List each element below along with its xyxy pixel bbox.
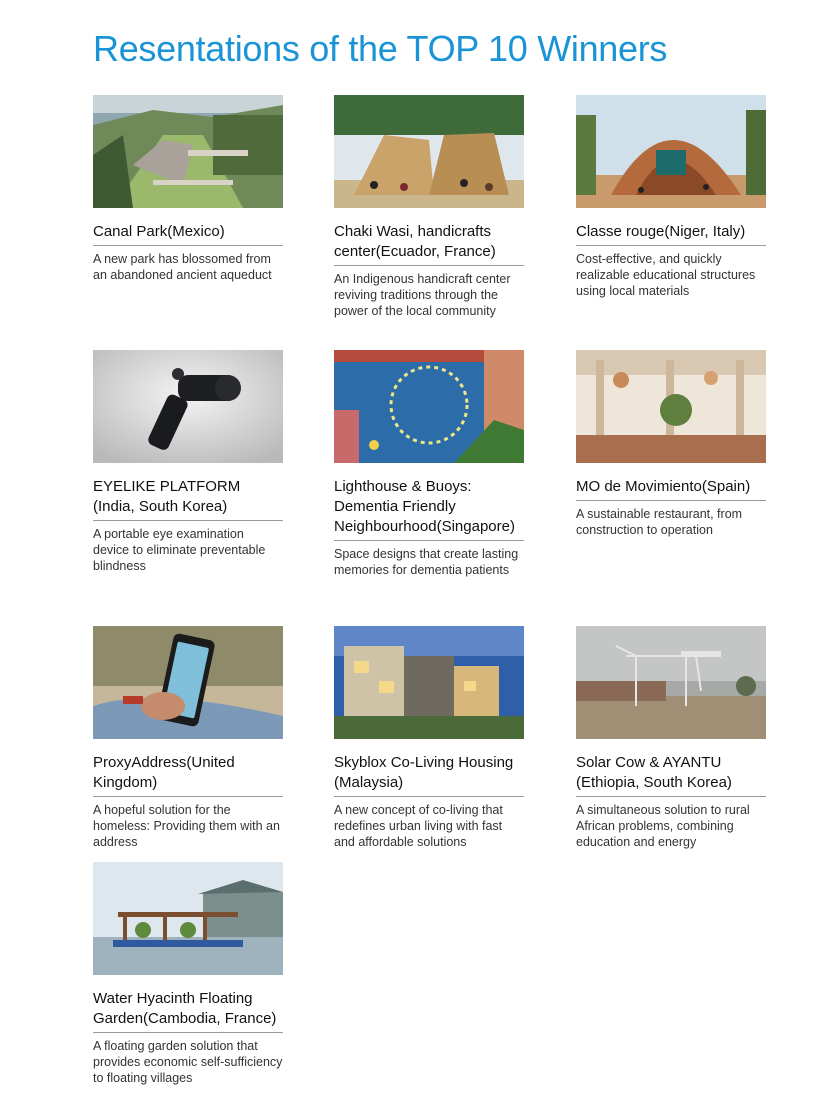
chaki-wasi-photo xyxy=(334,95,524,208)
proxyaddress-photo xyxy=(93,626,283,739)
winner-card-classe-rouge xyxy=(576,95,766,299)
mo-movimiento-photo xyxy=(576,350,766,463)
solar-cow-photo xyxy=(576,626,766,739)
winner-name: Chaki Wasi, handicrafts center(Ecuador, France) xyxy=(334,222,524,266)
winner-description: An Indigenous handicraft center reviving traditions through the power of the local community xyxy=(334,272,511,318)
winner-name: EYELIKE PLATFORM (India, South Korea) xyxy=(93,477,283,521)
winner-card-proxyaddress xyxy=(93,626,283,850)
winner-name: ProxyAddress(United Kingdom) xyxy=(93,753,283,797)
eyelike-device-photo xyxy=(93,350,283,463)
winner-card-solar-cow xyxy=(576,626,766,850)
winner-description: A hopeful solution for the homeless: Providing them with an address xyxy=(93,803,280,849)
lighthouse-buoys-photo xyxy=(334,350,524,463)
winner-name: Classe rouge(Niger, Italy) xyxy=(576,222,766,246)
classe-rouge-photo xyxy=(576,95,766,208)
winner-description: A portable eye examination device to eliminate preventable blindness xyxy=(93,527,266,573)
winner-name: Canal Park(Mexico) xyxy=(93,222,283,246)
page-title: Resentations of the TOP 10 Winners xyxy=(93,28,668,69)
canal-park-photo xyxy=(93,95,283,208)
skyblox-photo xyxy=(334,626,524,739)
winner-name: Lighthouse & Buoys: Dementia Friendly Neighbourhood(Singapore) xyxy=(334,477,524,541)
winner-description: A new concept of co-living that redefines urban living with fast and affordable solutions xyxy=(334,803,503,849)
winner-name: MO de Movimiento(Spain) xyxy=(576,477,766,501)
winner-card-mo-movimiento xyxy=(576,350,766,538)
winner-description: A sustainable restaurant, from construction to operation xyxy=(576,507,743,537)
winner-description: Cost-effective, and quickly realizable educational structures using local materials xyxy=(576,252,756,298)
winner-description: A simultaneous solution to rural African problems, combining education and energy xyxy=(576,803,750,849)
winner-card-skyblox xyxy=(334,626,524,850)
winner-description: A new park has blossomed from an abandoned ancient aqueduct xyxy=(93,252,272,282)
winner-description: Space designs that create lasting memories for dementia patients xyxy=(334,547,519,577)
winner-card-eyelike xyxy=(93,350,283,574)
winner-name: Water Hyacinth Floating Garden(Cambodia, France) xyxy=(93,989,283,1033)
winner-name: Skyblox Co-Living Housing (Malaysia) xyxy=(334,753,524,797)
winner-card-canal-park xyxy=(93,95,283,283)
winner-card-lighthouse xyxy=(334,350,524,578)
winner-card-chaki-wasi xyxy=(334,95,524,319)
winner-name: Solar Cow & AYANTU (Ethiopia, South Korea) xyxy=(576,753,766,797)
winner-description: A floating garden solution that provides economic self-sufficiency to floating villages xyxy=(93,1039,283,1085)
winner-card-water-hyacinth xyxy=(93,862,283,1086)
water-hyacinth-photo xyxy=(93,862,283,975)
